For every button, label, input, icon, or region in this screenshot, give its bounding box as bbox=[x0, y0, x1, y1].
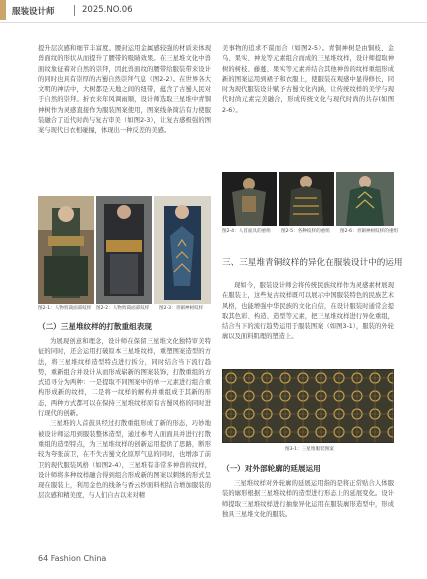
header-accent-bar bbox=[0, 0, 6, 20]
paragraph: 提升层次感和细节丰富度。腰封运用金属感较强的材质来体现兽面纹的形状从而提升了腰带的吸睛效果。在三星堆文化中兽面纹象征着对自然的崇拜，因此兽面纹的腰带给服装带来设计的同时也具有崇厚的古蜀自然崇拜气息（图2-2）。在世界各大文明的神话中，大树都是天地之间的纽带，蕴含了古蜀人民对于自然的崇拜。折衣来年风调雨顺，设计师选取三星堆中青铜神树作为灵感直接作为服装图案使用，图案线条简洁有力使服装融合了近代时尚与复古审美（如图2-3），让复古感极强的图案与现代日衣相碰撞，体现出一种反差的美感。 bbox=[38, 45, 211, 135]
page-footer: 64 Fashion China bbox=[38, 554, 107, 563]
right-text-top bbox=[222, 44, 394, 170]
figure-2-1-caption: 图2-1：人物剪裁面部纹样 bbox=[38, 306, 92, 311]
paragraph: 三星堆纹样对外轮廓的延展运用指的是将正常贴合人体服装的廓形根据三星堆纹样的造型进行形态上的延展变化。设计师提取三星堆纹样进行抽象异化运用在服装廓形造型中，形成独具三星堆文化的服装。 bbox=[222, 480, 394, 518]
figure-2-5-caption: 图2-5：各种纹样的重组 bbox=[281, 229, 330, 234]
right-text-bottom bbox=[222, 479, 394, 549]
paragraph: 为展现创意和理念，设计师在保留三星堆文化独特审美特征的同时，还会运用打破原本三星堆纹样，重塑图案造型的方法，将三星堆纹样造型特点进行拆分，同时结合当下流行趋势，重新组合并设计从而形成崭新的图案装饰，打散重组的方式追寻分为两种：一是提取不同图案中的单一元素进行组合重构形成新的纹样，二是将一纹样的解构并重组成于其新的形态，两种方式都可以在保持三星堆纹样原有古蜀风格的同时进行现代的创新。 bbox=[38, 338, 211, 418]
figure-3-1-image bbox=[222, 369, 394, 443]
figure-2-1-image bbox=[38, 196, 94, 304]
figure-2-2-image bbox=[96, 196, 152, 304]
figure-2-3-image bbox=[154, 196, 211, 304]
page-header bbox=[0, 0, 427, 24]
figure-2-6-image bbox=[336, 172, 394, 226]
paragraph: 三星堆的人首鼓具经过打散重组形成了新的形态，巧妙地被设计师运用到服装整体造型，通过参考人面面具并进行打散重组的造型特点，为三星堆纹样的创新运用提供了思路，断形较为夸张前卫，在不失古蜀文化原厚气息的同时，也增添了前卫的现代服装风格（如图2-4），三星堆有非常多神兽的纹样，设计师将多种纹样融合得到组合形成新的图案以刺绣的形式呈现在服装上，利用金色的线条与香云纱面料相结合增加服装的层次感和精美度，与人们自古以来对精 bbox=[38, 420, 211, 500]
figure-2-4-caption: 图2-4：人首面具的重组 bbox=[222, 229, 271, 234]
section-2-heading: （二）三星堆纹样的打散重组表现 bbox=[38, 322, 152, 331]
paragraph: 现如今，服装设计师会将传统民族纹样作为灵感素材展现在服装上，这些复古纹样既可以展示中国服装特色的民族艺术风格，也能增强中华民族的文化自信，在设计服装时通常会提取其色彩、构造、造型等元素，把三星堆纹样进行异化重组，结合当下的流行趋势运用于服装图案（如图3-1），服装的外轮廓以及面料肌理的塑造上。 bbox=[222, 282, 394, 341]
figure-2-6-caption: 图2-6：青铜神树纹样的重组 bbox=[340, 229, 399, 234]
figure-2-3-caption: 图2-3：青铜神树纹样 bbox=[159, 306, 204, 311]
issue-number: 2025.NO.06 bbox=[82, 5, 133, 15]
section-3-heading: 三、三星堆青铜纹样的异化在服装设计中的运用 bbox=[222, 258, 403, 268]
left-text-top bbox=[38, 44, 211, 188]
magazine-name: 服装设计师 bbox=[12, 7, 55, 17]
figure-2-2-caption: 图2-2：人物剪裁面部纹样 bbox=[96, 306, 150, 311]
paragraph: 美事物的追求不谋而合（如图2-5）。青铜神树是由铜枝、金乌、果实、神龙等元素组合而成的三星堆纹样，设计师提取神树的树枝、藤蔓、果实等元素并结合其他神兽的纹样重组形成新的图案运用到裙子和衣服上，使服装在观感中显得修长，同时为现代服装设计赋予古蜀文化内涵，让传统纹样的美学与现代时尚元素完美融合，形成传统文化与现代时尚的共存(如图2-6）。 bbox=[222, 45, 394, 114]
figure-2-5-image bbox=[279, 172, 334, 226]
section-3-1-heading: （一）对外部轮廓的延展运用 bbox=[222, 464, 321, 473]
header-rule bbox=[0, 22, 427, 23]
right-text-mid bbox=[222, 281, 394, 365]
header-divider bbox=[74, 5, 75, 16]
figure-2-4-image bbox=[222, 172, 277, 226]
figure-3-1-caption: 图3-1：三星堆服装图案 bbox=[285, 447, 334, 452]
left-text-bottom bbox=[38, 337, 211, 552]
